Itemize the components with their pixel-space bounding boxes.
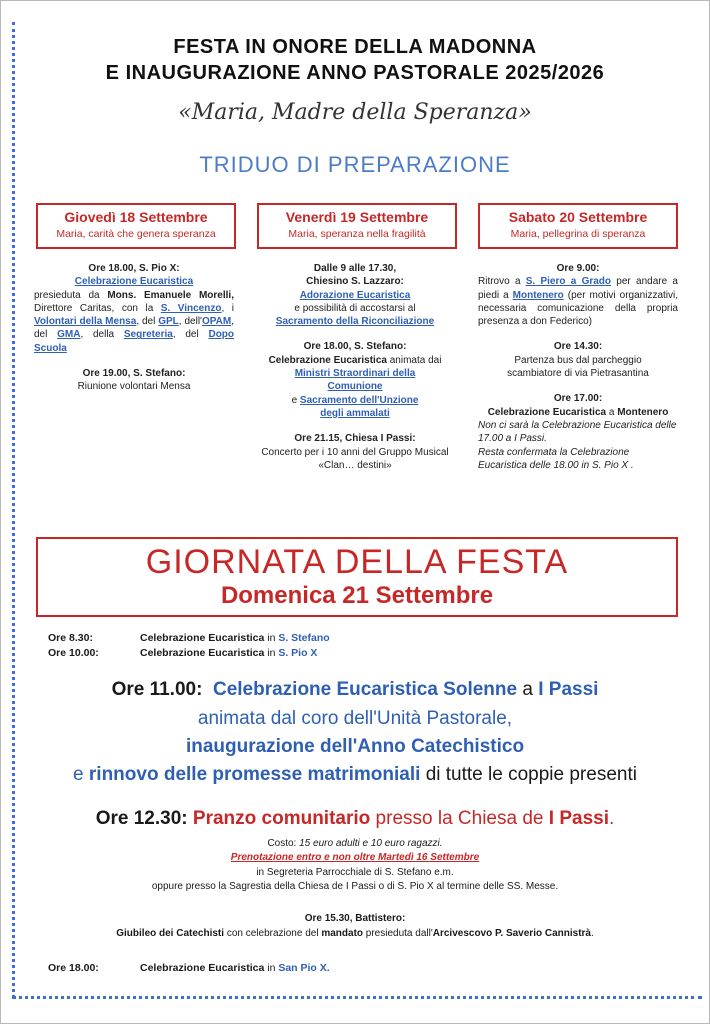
schedule-event: Celebrazione Eucaristica in S. Stefano xyxy=(140,632,330,644)
event-time: Ore 17.00: xyxy=(553,393,603,405)
schedule-time: Ore 10.00: xyxy=(48,647,99,659)
event-note: Non ci sarà la Celebrazione Eucaristica delle 17.00 a I Passi. xyxy=(478,419,677,445)
event-title: Sacramento della Riconciliazione xyxy=(275,316,435,328)
lunch-booking: Prenotazione entro e non oltre Martedì 16 Settembre xyxy=(230,852,480,863)
event-description: presieduta da Mons. Emanuele Morelli, Direttore Caritas, con la S. Vincenzo, i Volontari della Mensa, del GPL, dell'OPAM, del GMA, della Segreteria, del Dopo Scuola xyxy=(34,289,235,354)
main-vows-line: e rinnovo delle promesse matrimoniali di tutte le coppie presenti xyxy=(73,764,637,785)
event-time: Ore 18.00, S. Stefano: xyxy=(303,341,407,353)
day-date: Sabato 20 Settembre xyxy=(508,209,648,225)
lunch-line: Ore 12.30: Pranzo comunitario presso la Chiesa de I Passi. xyxy=(95,808,615,829)
festa-date: Domenica 21 Settembre xyxy=(220,582,494,609)
day-box-friday xyxy=(257,203,457,249)
event-description: e possibilità di accostarsi al xyxy=(294,302,416,314)
schedule-event: Celebrazione Eucaristica in San Pio X. xyxy=(140,962,330,974)
event-title: Celebrazione Eucaristica xyxy=(74,276,194,288)
day-theme: Maria, speranza nella fragilità xyxy=(288,228,426,240)
lunch-cost: Costo: 15 euro adulti e 10 euro ragazzi. xyxy=(267,838,443,849)
main-catechism-line: inaugurazione dell'Anno Catechistico xyxy=(185,736,525,757)
event-time: Dalle 9 alle 17.30, xyxy=(313,263,397,274)
event-description: Partenza bus dal parcheggio scambiatore di via Pietrasantina xyxy=(507,354,649,380)
bottom-dotted-border xyxy=(12,996,702,999)
subtitle: «Maria, Madre della Speranza» xyxy=(178,100,532,125)
event-time: Ore 18.00, S. Pio X: xyxy=(88,263,180,274)
event-time: Ore 14.30: xyxy=(553,341,603,353)
main-choir-line: animata dal coro dell'Unità Pastorale, xyxy=(197,708,513,729)
saturday-events xyxy=(478,262,678,472)
day-date: Venerdì 19 Settembre xyxy=(285,209,429,225)
title-line-2: E INAUGURAZIONE ANNO PASTORALE 2025/2026 xyxy=(105,62,605,84)
schedule-event: Celebrazione Eucaristica in S. Pio X xyxy=(140,647,318,659)
event-description: Riunione volontari Mensa xyxy=(77,381,191,393)
event-title: Sacramento dell'Unzione degli ammalati xyxy=(299,394,419,419)
giubileo-text: Giubileo dei Catechisti con celebrazione del mandato presieduta dall'Arcivescovo P. Saverio Cannistrà. xyxy=(116,928,594,939)
triduo-heading: TRIDUO DI PREPARAZIONE xyxy=(199,152,511,177)
event-time: Ore 9.00: xyxy=(556,263,600,274)
giubileo-time: Ore 15.30, Battistero: xyxy=(304,913,406,924)
day-box-thursday xyxy=(36,203,236,249)
event-description: Concerto per i 10 anni del Gruppo Musical «Clan… destini» xyxy=(261,446,449,471)
event-description: Ritrovo a S. Piero a Grado per andare a piedi a Montenero (per motivi organizzativi, necessaria comunicazione della propria presenza a don Federico) xyxy=(478,276,679,328)
schedule-time: Ore 8.30: xyxy=(48,632,93,644)
festa-title: GIORNATA DELLA FESTA xyxy=(145,543,569,581)
schedule-time: Ore 18.00: xyxy=(48,962,99,974)
event-description: Celebrazione Eucaristica animata dai xyxy=(268,354,442,366)
friday-events: Dalle 9 alle 17.30, Chiesino S. Lazzaro: Adorazione Eucaristica e possibilità di accostarsi al Sacramento della Riconciliazione Ore 18.00, S. Stefano: Celebrazione Eucaristica animata dai Ministri Straordinari della Comunione e Sacramento dell'Unzione degli ammalati Ore 21.15, Chiesa I Passi: Concerto per i 10 anni del Gruppo Musical «Clan… destini» xyxy=(257,262,453,472)
day-date: Giovedì 18 Settembre xyxy=(64,209,208,225)
event-title: Adorazione Eucaristica xyxy=(299,289,411,301)
event-note: Resta confermata la Celebrazione Eucaristica delle 18.00 in S. Pio X . xyxy=(478,446,634,471)
lunch-where-2: oppure presso la Sagrestia della Chiesa de I Passi o di S. Pio X al termine delle SS. Messe. xyxy=(151,881,559,892)
title-line-1: FESTA IN ONORE DELLA MADONNA xyxy=(173,36,537,58)
event-description: Celebrazione Eucaristica a Montenero xyxy=(487,406,669,418)
day-theme: Maria, pellegrina di speranza xyxy=(510,228,646,240)
event-time: Ore 19.00, S. Stefano: xyxy=(82,368,186,380)
festa-box xyxy=(36,537,678,617)
main-celebration-line: Ore 11.00: Celebrazione Eucaristica Solenne a I Passi xyxy=(111,679,599,700)
event-time: Ore 21.15, Chiesa I Passi: xyxy=(294,433,416,445)
day-theme: Maria, carità che genera speranza xyxy=(56,228,216,240)
lunch-where-1: in Segreteria Parrocchiale di S. Stefano e.m. xyxy=(256,867,454,878)
thursday-events xyxy=(34,262,234,394)
day-box-saturday xyxy=(478,203,678,249)
event-place: Chiesino S. Lazzaro: xyxy=(306,276,404,288)
event-title: Ministri Straordinari della Comunione xyxy=(294,368,416,393)
